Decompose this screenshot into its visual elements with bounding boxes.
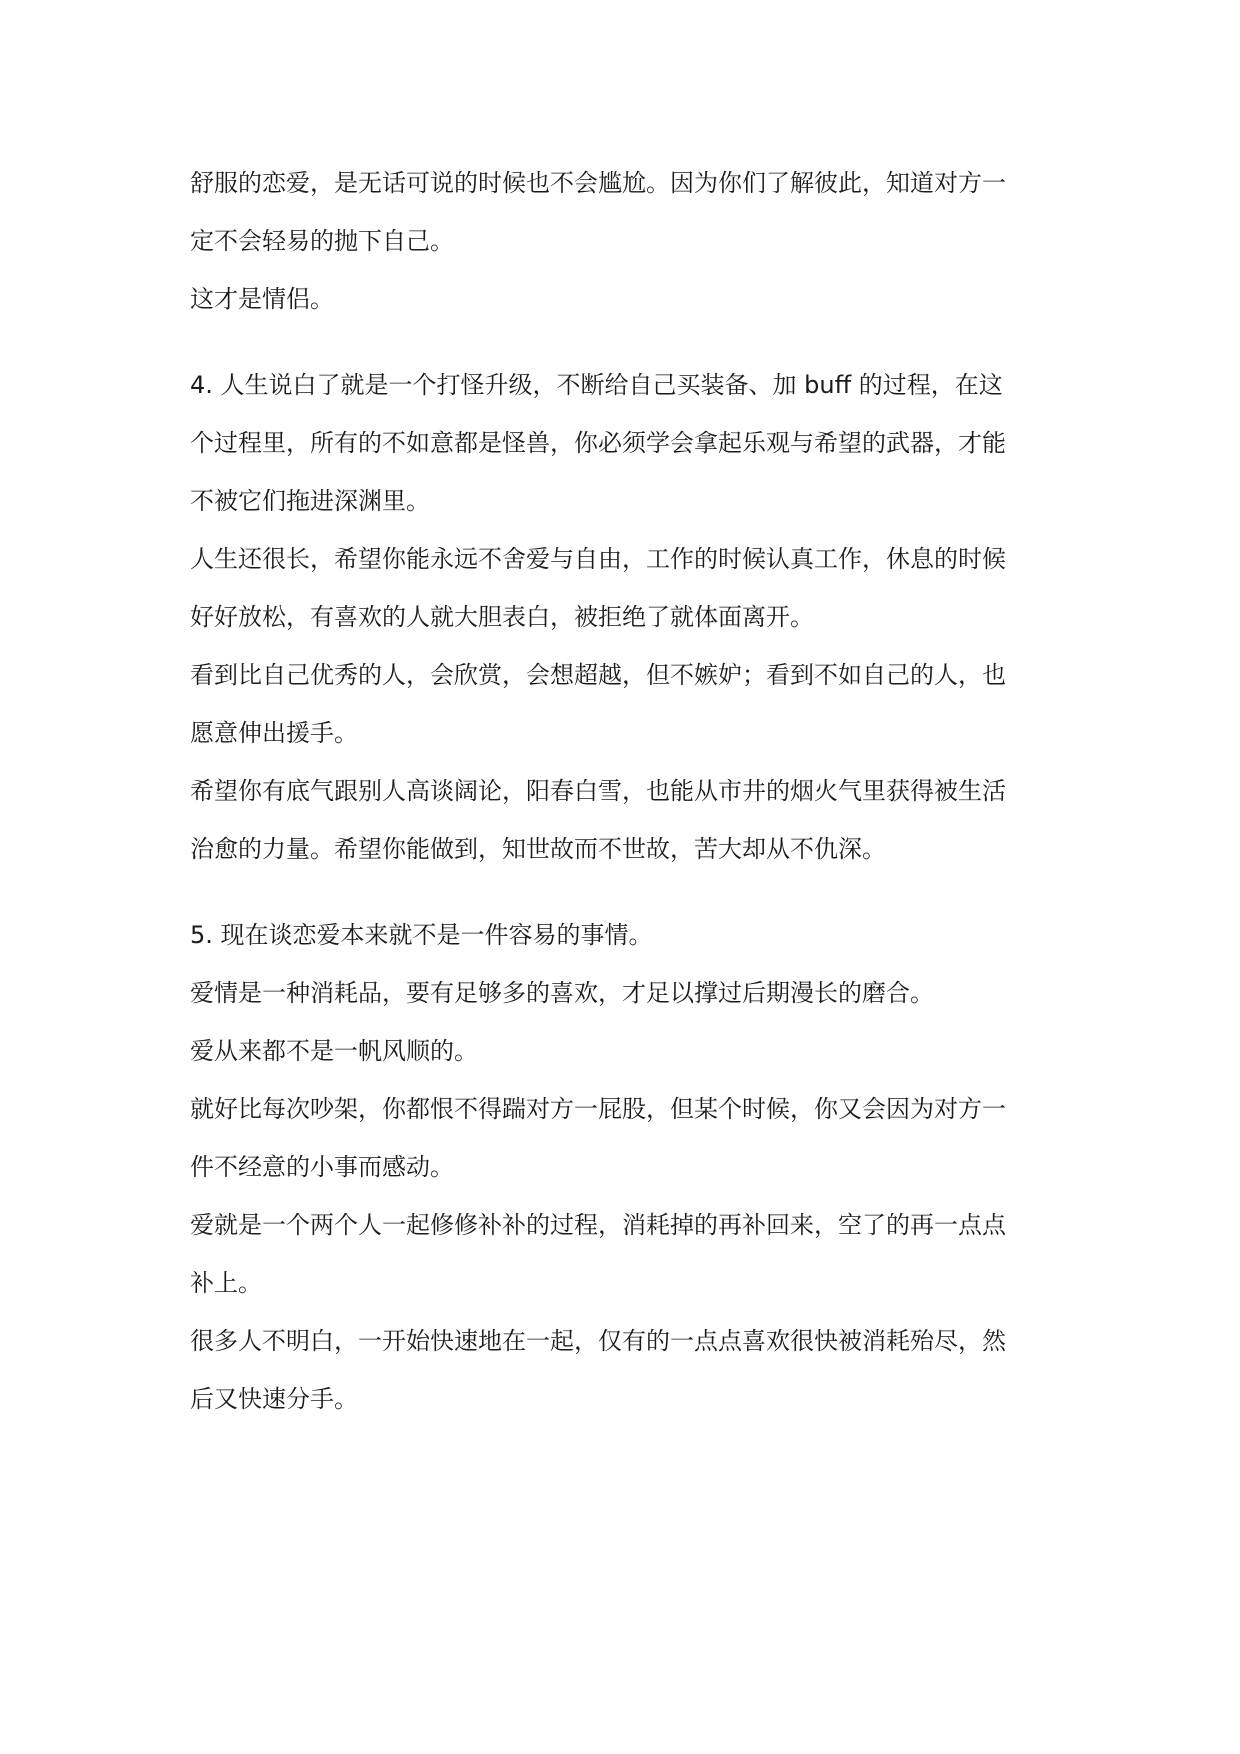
text-line: 爱从来都不是一帆风顺的。 — [190, 1037, 478, 1065]
text-line: 4. 人生说白了就是一个打怪升级，不断给自己买装备、加 buff 的过程，在这 — [190, 371, 1003, 399]
text-line: 人生还很长，希望你能永远不舍爱与自由，工作的时候认真工作，休息的时候 — [190, 545, 1006, 573]
text-line: 爱情是一种消耗品，要有足够多的喜欢，才足以撑过后期漫长的磨合。 — [190, 979, 934, 1007]
text-line: 这才是情侣。 — [190, 285, 334, 313]
text-line: 希望你有底气跟别人高谈阔论，阳春白雪，也能从市井的烟火气里获得被生活 — [190, 777, 1006, 805]
text-line: 舒服的恋爱，是无话可说的时候也不会尴尬。因为你们了解彼此，知道对方一 — [190, 169, 1006, 197]
text-line: 定不会轻易的抛下自己。 — [190, 227, 454, 255]
text-line: 个过程里，所有的不如意都是怪兽，你必须学会拿起乐观与希望的武器，才能 — [190, 429, 1006, 457]
text-line: 补上。 — [190, 1269, 262, 1297]
text-line: 愿意伸出援手。 — [190, 719, 358, 747]
text-line: 后又快速分手。 — [190, 1385, 358, 1413]
text-line: 件不经意的小事而感动。 — [190, 1153, 454, 1181]
text-line: 很多人不明白，一开始快速地在一起，仅有的一点点喜欢很快被消耗殆尽，然 — [190, 1327, 1006, 1355]
text-line: 爱就是一个两个人一起修修补补的过程，消耗掉的再补回来，空了的再一点点 — [190, 1211, 1006, 1239]
text-line: 看到比自己优秀的人，会欣赏，会想超越，但不嫉妒；看到不如自己的人，也 — [190, 661, 1006, 689]
text-line: 就好比每次吵架，你都恨不得踹对方一屁股，但某个时候，你又会因为对方一 — [190, 1095, 1006, 1123]
text-line: 不被它们拖进深渊里。 — [190, 487, 430, 515]
text-line: 治愈的力量。希望你能做到，知世故而不世故，苦大却从不仇深。 — [190, 835, 886, 863]
text-line: 好好放松，有喜欢的人就大胆表白，被拒绝了就体面离开。 — [190, 603, 814, 631]
text-line: 5. 现在谈恋爱本来就不是一件容易的事情。 — [190, 921, 653, 949]
